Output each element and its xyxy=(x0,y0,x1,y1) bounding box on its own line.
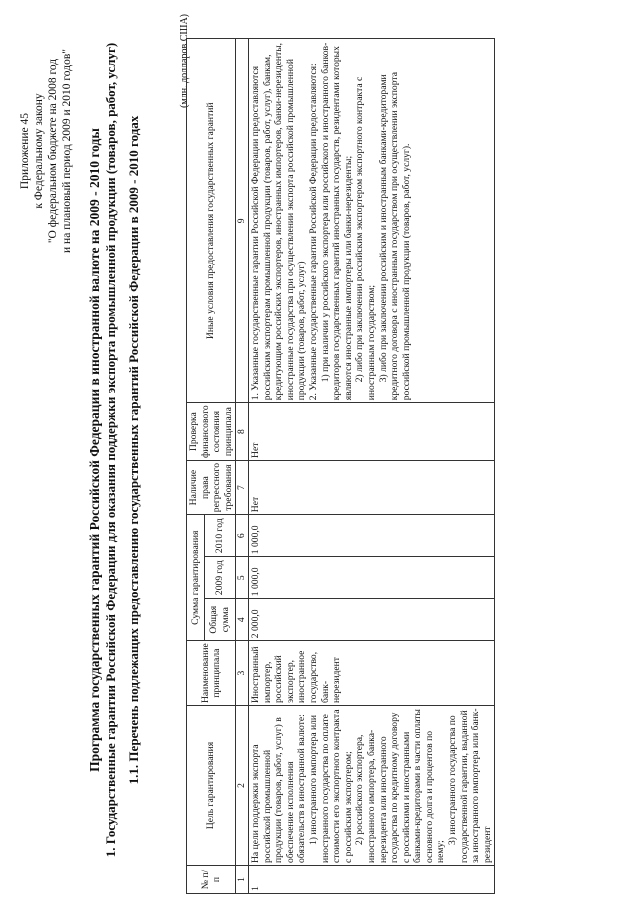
finance-check-cell: Нет xyxy=(248,403,494,461)
col-number: 5 xyxy=(236,557,249,599)
header-finance-check: Проверка финансового состояния принципала xyxy=(187,403,236,461)
condition-item: 3) либо при заключении российским и иностранным банками-кредиторами кредитного договора с иностранным государством при осуществлении экспорта российской промышленной продукции (товаров, работ, услуг). xyxy=(377,72,412,401)
col-number: 8 xyxy=(236,403,249,461)
appendix-law-title-1: "О федеральном бюджете на 2008 год xyxy=(47,58,59,244)
row-num: 1 xyxy=(248,866,494,894)
column-number-row xyxy=(236,39,249,894)
sum-2009-cell: 1 000,0 xyxy=(248,557,494,599)
subsection-title: 1.1. Перечень подлежащих предоставлению государственных гарантий Российской Федерации в 2009 - 2010 годах xyxy=(126,115,141,785)
purpose-item: 2) российского экспортера, иностранного импортера, банка-нерезидента или иностранного государства по кредитному договору с российскими и иностранными банками-кредиторами в части оплаты основного долга и процентов по нему; xyxy=(354,709,447,863)
table-row xyxy=(248,39,494,894)
header-principal: Наименование принципала xyxy=(187,641,236,706)
col-number: 6 xyxy=(236,515,249,557)
purpose-cell xyxy=(248,706,494,866)
principal-cell: Иностранный импортер, российский экспортер, иностранное государство, банк-нерезидент xyxy=(248,641,494,706)
header-sum-2009: 2009 год xyxy=(204,557,236,599)
purpose-intro: На цели поддержки экспорта российской промышленной продукции (товаров, работ, услуг) в обеспечение исполнения обязательств в иностранной валюте: xyxy=(249,714,308,863)
guarantees-table xyxy=(186,38,495,894)
document-titles xyxy=(86,40,142,860)
condition-item: 1) при наличии у российского экспортера или российского и иностранного банков-кредиторов государственных гарантий иностранных государств, резидентами которых являются иностранные импортеры или банки-нерезиденты; xyxy=(319,42,354,401)
section-title: 1. Государственные гарантии Российской Федерации для оказания поддержки экспорта промышленной продукции (товаров, работ, услуг) xyxy=(103,42,118,858)
header-row xyxy=(187,39,205,894)
header-sum-total: Общая сумма xyxy=(204,599,236,641)
header-other-conditions: Иные условия предоставления государственных гарантий xyxy=(187,39,236,403)
header-sum-group: Сумма гарантирования xyxy=(187,515,205,641)
regress-cell: Нет xyxy=(248,460,494,514)
appendix-law: к Федеральному закону xyxy=(33,93,45,209)
appendix-number: Приложение 45 xyxy=(19,112,31,190)
other-conditions-cell xyxy=(248,39,494,403)
units-note: (млн. долларов США) xyxy=(179,14,190,108)
header-sum-2010: 2010 год xyxy=(204,515,236,557)
col-number: 4 xyxy=(236,599,249,641)
purpose-item: 1) иностранного импортера или иностранного государства по оплате стоимости его экспортного контракта с российским экспортером; xyxy=(307,709,354,863)
condition-2: 2. Указанные государственные гарантии Российской Федерации предоставляются: xyxy=(307,63,319,401)
condition-1: 1. Указанные государственные гарантии Российской Федерации предоставляются российским экспортерам промышленной продукции (товаров, работ, услуг), банкам, кредитующим российских экспортеров, иностранных импортеров, банки-нерезиденты, иностранные государства при осуществлении экспорта российской промышленной продукции (товаров, работ, услуг) xyxy=(249,42,308,401)
sum-2010-cell: 1 000,0 xyxy=(248,515,494,557)
col-number: 3 xyxy=(236,641,249,706)
col-number: 2 xyxy=(236,706,249,866)
condition-item: 2) либо при заключении российским экспортером экспортного контракта с иностранным государством; xyxy=(354,76,377,401)
purpose-item: 3) иностранного государства по государственной гарантии, выданной за иностранного импортера или банк-резидент xyxy=(447,708,493,863)
col-number: 1 xyxy=(236,866,249,894)
program-title: Программа государственных гарантий Российской Федерации в иностранной валюте на 2009 - 2010 годы xyxy=(87,128,102,772)
header-regress: Наличие права регрессного требования xyxy=(187,460,236,514)
header-purpose: Цель гарантирования xyxy=(187,706,236,866)
col-number: 7 xyxy=(236,460,249,514)
appendix-law-title-2: и на плановый период 2009 и 2010 годов" xyxy=(61,49,73,253)
sum-total-cell: 2 000,0 xyxy=(248,599,494,641)
header-num: № п/п xyxy=(187,866,236,894)
col-number: 9 xyxy=(236,39,249,403)
appendix-header xyxy=(18,16,74,286)
